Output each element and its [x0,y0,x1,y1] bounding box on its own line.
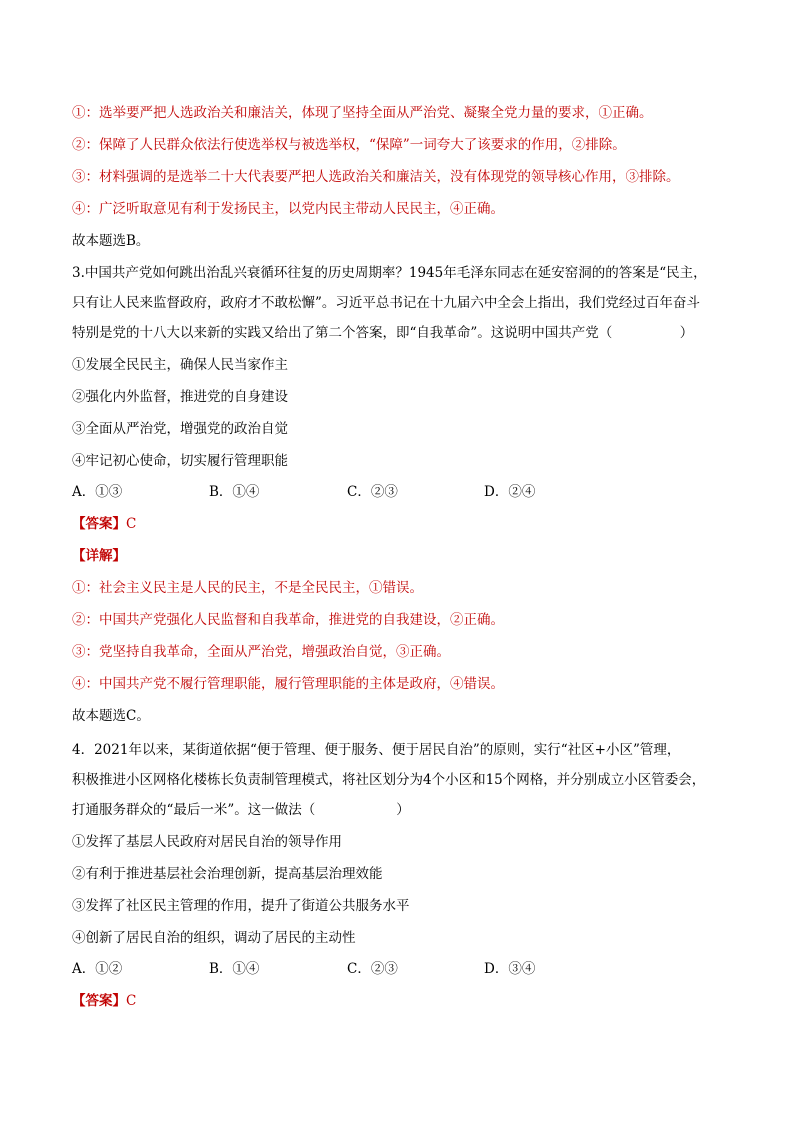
q2-analysis-line-3: ③：材料强调的是选举二十大代表要严把人选政治关和廉洁关，没有体现党的领导核心作用，③排除。 [72,169,680,185]
q3-option-a: A．①③ [72,484,123,500]
q3-stem-line-2: 只有让人民来监督政府，政府才不敢松懈”。习近平总书记在十九届六中全会上指出，我们党经过百年奋斗 [72,295,700,311]
q3-conclusion: 故本题选C。 [72,708,150,724]
q4-statement-3: ③发挥了社区民主管理的作用，提升了街道公共服务水平 [72,898,410,914]
q4-statement-2: ②有利于推进基层社会治理创新，提高基层治理效能 [72,866,383,882]
q4-statement-4: ④创新了居民自治的组织，调动了居民的主动性 [72,930,356,946]
q4-answer-value: C [126,993,137,1009]
q3-stem-line-1: 3.中国共产党如何跳出治乱兴衰循环往复的历史周期率？1945年毛泽东同志在延安窑洞的的答案是“民主， [72,265,707,281]
q4-statement-1: ①发挥了基层人民政府对居民自治的领导作用 [72,834,342,850]
q4-option-c: C．②③ [347,961,398,977]
q4-stem-line-3: 打通服务群众的“最后一米”。这一做法（ ） [72,802,410,818]
q3-option-c: C．②③ [347,484,398,500]
q2-analysis-line-4: ④：广泛听取意见有利于发扬民主，以党内民主带动人民民主，④正确。 [72,201,504,217]
q3-stem-line-3: 特别是党的十八大以来新的实践又给出了第二个答案，即“自我革命”。这说明中国共产党（ ） [72,325,694,341]
q3-statement-4: ④牢记初心使命，切实履行管理职能 [72,453,288,469]
q4-stem-line-2: 积极推进小区网格化楼栋长负责制管理模式，将社区划分为4个小区和15个网格，并分别成立小区管委会， [72,772,706,788]
q4-stem-line-1: 4．2021年以来，某街道依据“便于管理、便于服务、便于居民自治”的原则，实行“社区+小区”管理， [72,742,681,758]
q3-analysis-line-3: ③：党坚持自我革命，全面从严治党，增强政治自觉，③正确。 [72,644,450,660]
q3-option-b: B．①④ [209,484,260,500]
q3-analysis-line-1: ①：社会主义民主是人民的民主，不是全民民主，①错误。 [72,580,423,596]
q2-analysis-line-2: ②：保障了人民群众依法行使选举权与被选举权，“保障”一词夸大了该要求的作用，②排除。 [72,137,626,153]
q3-analysis-line-2: ②：中国共产党强化人民监督和自我革命，推进党的自我建设，②正确。 [72,612,504,628]
q2-analysis-line-1: ①：选举要严把人选政治关和廉洁关，体现了坚持全面从严治党、凝聚全党力量的要求，①正确。 [72,105,653,121]
q3-option-d: D．②④ [484,484,536,500]
q3-statement-2: ②强化内外监督，推进党的自身建设 [72,389,288,405]
q3-answer-tag: 【答案】 [72,516,126,532]
q4-option-d: D．③④ [484,961,536,977]
q4-answer-tag: 【答案】 [72,993,126,1009]
q3-statement-1: ①发展全民民主，确保人民当家作主 [72,357,288,373]
q3-detail-tag: 【详解】 [72,548,126,564]
q3-analysis-line-4: ④：中国共产党不履行管理职能，履行管理职能的主体是政府，④错误。 [72,676,504,692]
q2-conclusion: 故本题选B。 [72,233,150,249]
q4-option-b: B．①④ [209,961,260,977]
q3-answer-value: C [126,516,137,532]
q3-detail [72,546,722,566]
q4-options [72,959,722,979]
q4-option-a: A．①② [72,961,123,977]
q4-answer [72,991,722,1011]
q3-options [72,482,722,502]
q3-answer [72,514,722,534]
q3-statement-3: ③全面从严治党，增强党的政治自觉 [72,421,288,437]
